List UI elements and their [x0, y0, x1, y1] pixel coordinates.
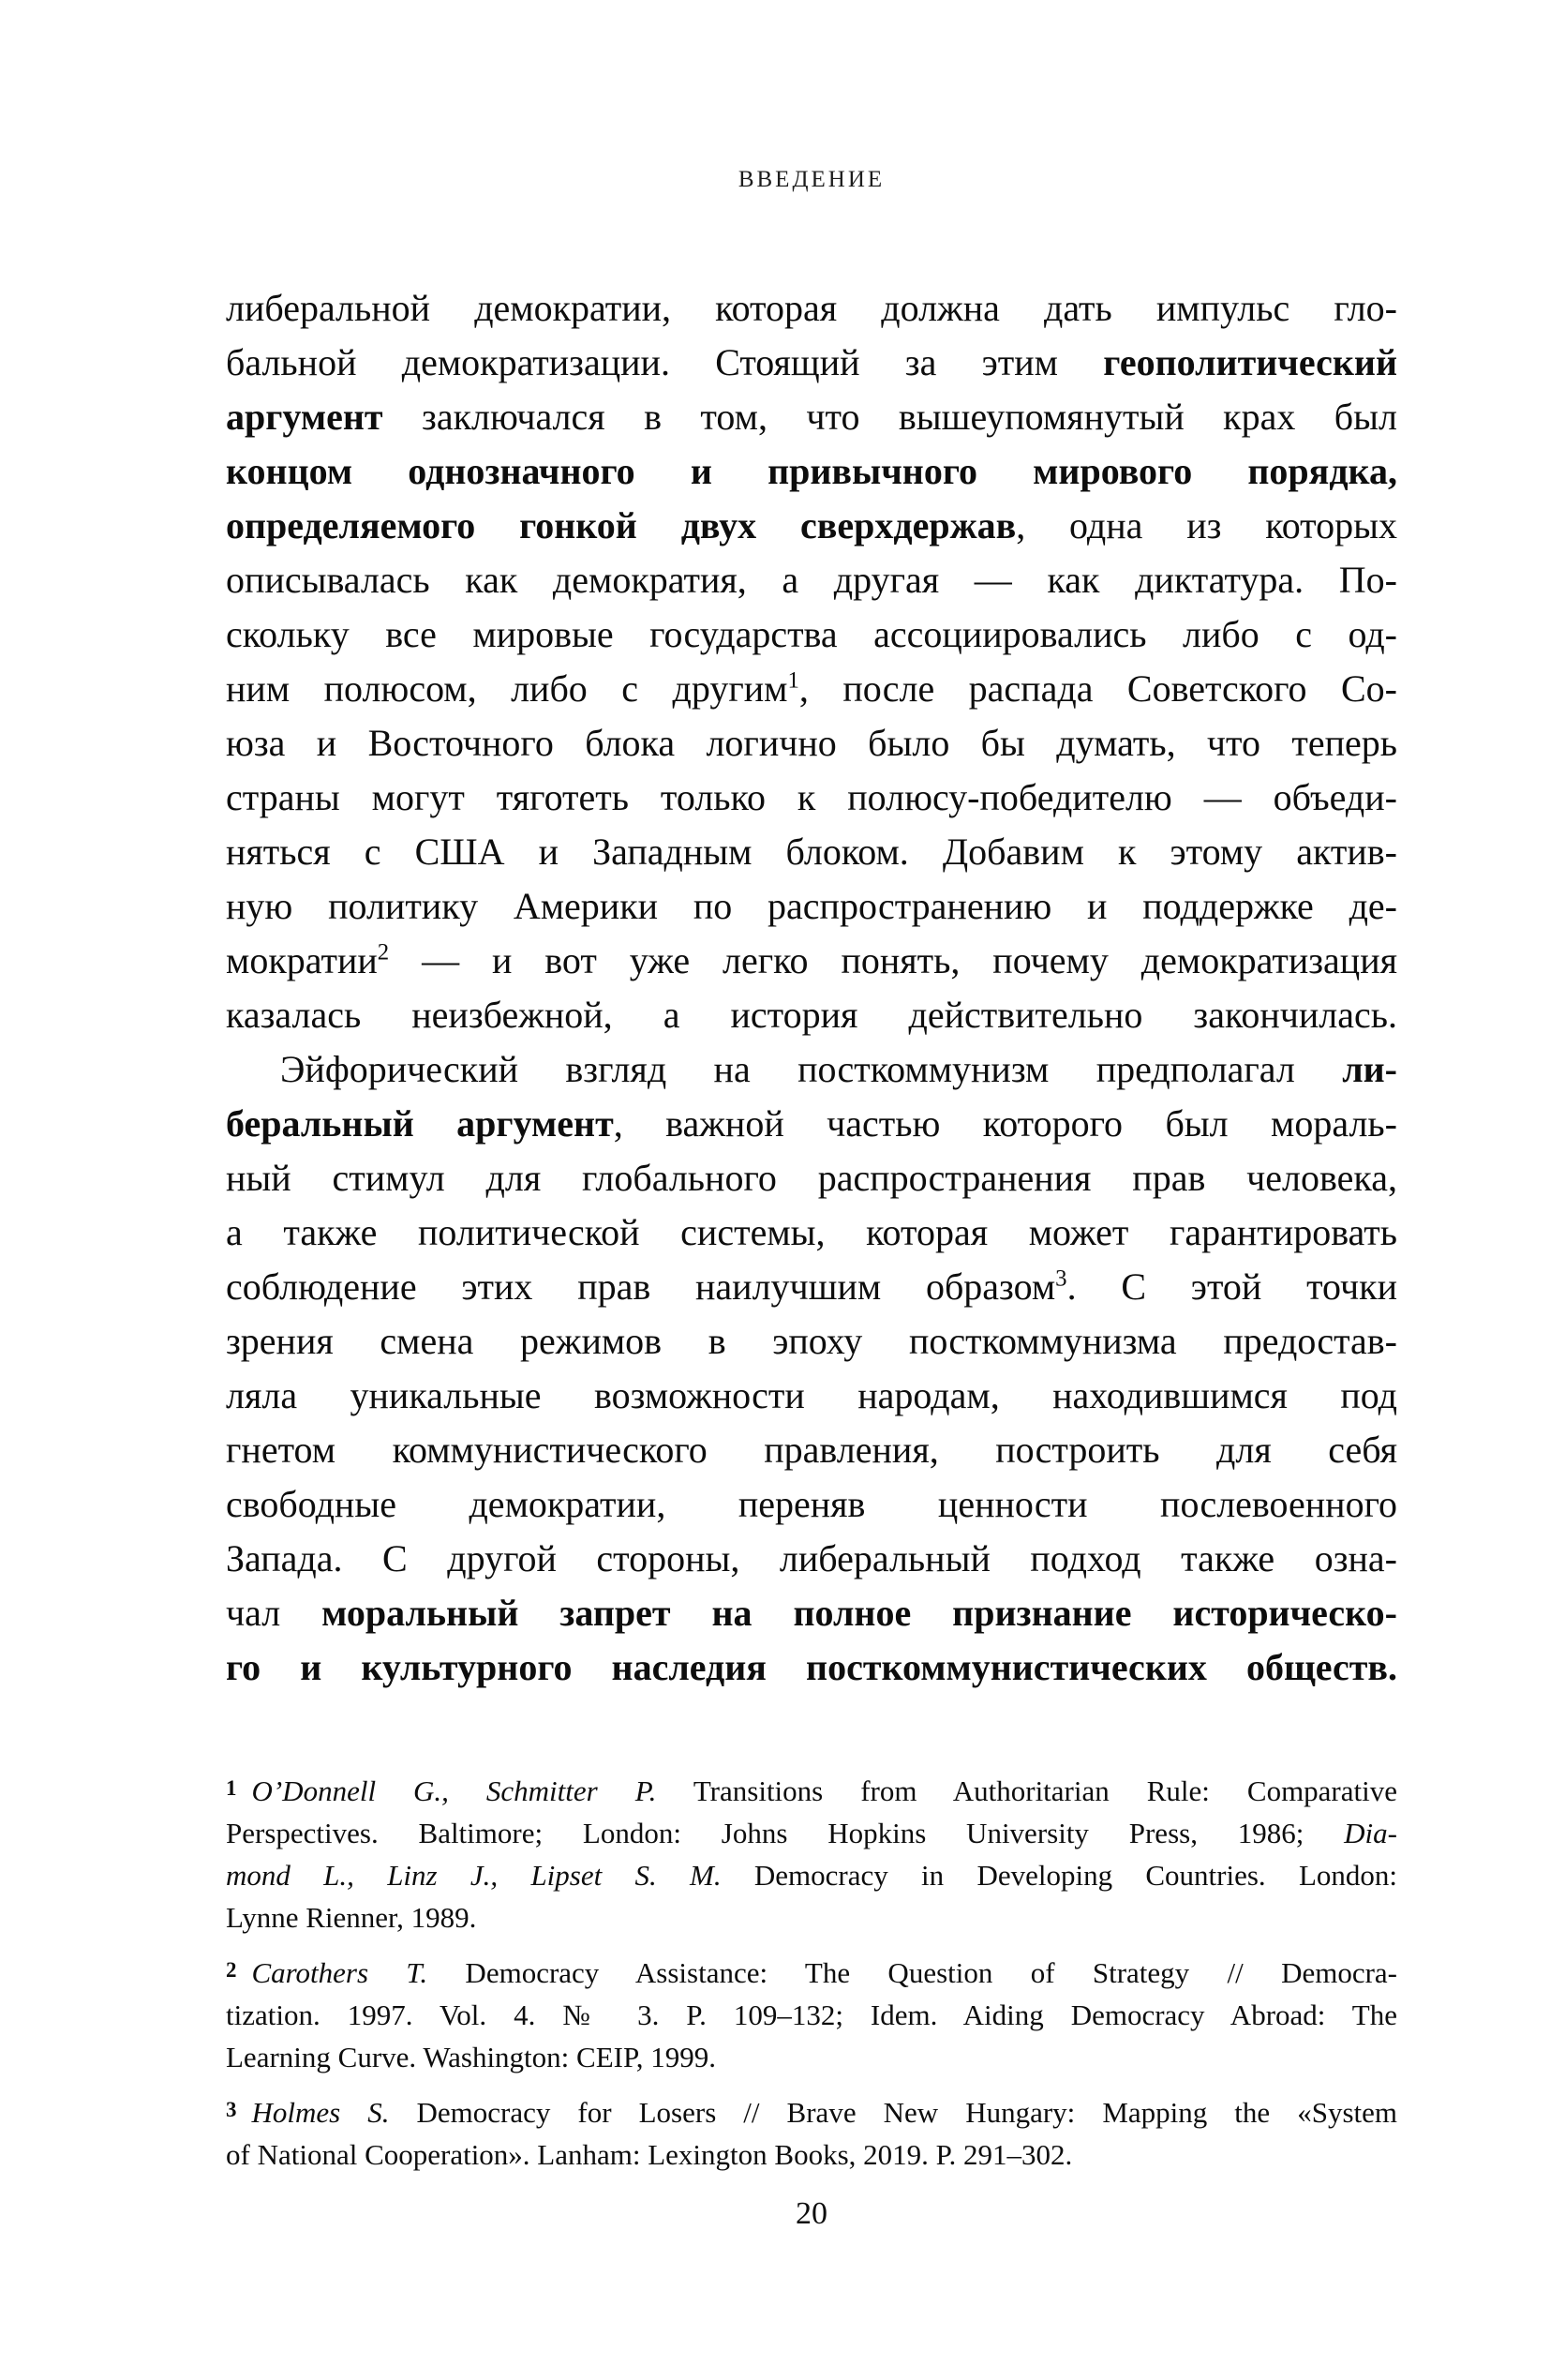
text-line — [226, 1314, 1397, 1369]
text-segment: юза и Восточного блока логично было бы думать, что теперь — [226, 722, 1397, 764]
text-segment: O’Donnell G., Schmitter P. — [251, 1774, 657, 1807]
text-segment: гнетом коммунистического правления, построить для себя — [226, 1429, 1397, 1471]
footnote-reference: 1 — [787, 667, 799, 694]
text-segment: мократии — [226, 939, 378, 981]
text-line — [226, 1640, 1397, 1695]
text-line — [226, 716, 1397, 771]
text-segment: mond L., Linz J., Lipset S. M. — [226, 1859, 722, 1892]
text-segment: либеральной демократии, которая должна дать импульс гло- — [226, 287, 1397, 329]
text-line — [226, 2091, 1397, 2133]
text-segment: свободные демократии, переняв ценности послевоенного — [226, 1483, 1397, 1525]
text-line — [226, 553, 1397, 607]
text-line — [226, 1854, 1397, 1896]
text-line — [226, 1586, 1397, 1640]
text-segment: Holmes S. — [251, 2096, 390, 2129]
text-line — [226, 1260, 1397, 1314]
text-line — [226, 444, 1397, 499]
main-text — [226, 281, 1397, 1695]
text-line — [226, 771, 1397, 825]
text-segment: скольку все мировые государства ассоциировались либо с од- — [226, 613, 1397, 655]
text-segment: Lynne Rienner, 1989. — [226, 1901, 477, 1934]
text-line — [226, 499, 1397, 553]
text-line — [226, 1532, 1397, 1586]
text-segment: беральный аргумент — [226, 1102, 614, 1145]
text-line — [226, 1205, 1397, 1260]
text-line — [226, 336, 1397, 390]
text-segment: аргумент — [226, 396, 383, 438]
page-number: 20 — [796, 2196, 827, 2231]
text-segment: . С этой точки — [1066, 1265, 1397, 1308]
text-segment: Эйфорический взгляд на посткоммунизм предполагал — [280, 1048, 1343, 1090]
text-line — [226, 825, 1397, 879]
text-line — [226, 2036, 1397, 2078]
text-segment: страны могут тяготеть только к полюсу-победителю — объеди- — [226, 776, 1397, 818]
text-segment: ляла уникальные возможности народам, находившимся под — [226, 1374, 1397, 1416]
text-segment: геополитический — [1103, 341, 1397, 383]
text-segment: Dia- — [1344, 1817, 1397, 1849]
text-segment: ную политику Америки по распространению и поддержке де- — [226, 885, 1397, 927]
text-segment: Perspectives. Baltimore; London: Johns Hopkins University Press, 1986; — [226, 1817, 1345, 1849]
text-segment: of National Cooperation». Lanham: Lexington Books, 2019. P. 291–302. — [226, 2138, 1073, 2171]
footnote-2 — [226, 1952, 1397, 2078]
text-segment: описывалась как демократия, а другая — как диктатура. По- — [226, 559, 1397, 601]
footnote-marker: 3 — [226, 2098, 237, 2121]
text-segment: моральный запрет на полное признание историческо- — [321, 1592, 1398, 1634]
footnote-marker: 2 — [226, 1958, 237, 1982]
text-segment: — и вот уже легко понять, почему демократизация — [389, 939, 1397, 981]
text-segment: , одна из которых — [1016, 504, 1397, 546]
text-segment: соблюдение этих прав наилучшим образом — [226, 1265, 1056, 1308]
text-line — [226, 1369, 1397, 1423]
text-line — [226, 281, 1397, 336]
text-line — [226, 2133, 1397, 2176]
text-line — [226, 1097, 1397, 1151]
text-line — [226, 390, 1397, 444]
text-line — [226, 1423, 1397, 1477]
text-segment: ный стимул для глобального распространения прав человека, — [226, 1157, 1397, 1199]
text-segment: Запада. С другой стороны, либеральный подход также озна- — [226, 1537, 1397, 1579]
paragraph-1 — [226, 281, 1397, 1042]
text-segment: зрения смена режимов в эпоху посткоммунизма предостав- — [226, 1320, 1397, 1362]
text-segment: заключался в том, что вышеупомянутый крах был — [382, 396, 1397, 438]
text-segment: Democracy Assistance: The Question of Strategy // Democra- — [427, 1956, 1397, 1989]
text-segment: концом однозначного и привычного мирового порядка, — [226, 450, 1397, 492]
text-line — [226, 1896, 1397, 1938]
text-segment: а также политической системы, которая может гарантировать — [226, 1211, 1397, 1253]
footnote-1 — [226, 1770, 1397, 1938]
footnote-3 — [226, 2091, 1397, 2176]
text-line — [226, 662, 1397, 716]
text-segment: бальной демократизации. Стоящий за этим — [226, 341, 1104, 383]
text-segment: Learning Curve. Washington: CEIP, 1999. — [226, 2041, 717, 2073]
footnote-reference: 2 — [377, 939, 390, 965]
text-segment: Carothers T. — [251, 1956, 428, 1989]
text-segment: ли- — [1342, 1048, 1397, 1090]
footnotes — [226, 1770, 1397, 2176]
text-segment: ним полюсом, либо с другим — [226, 667, 788, 710]
text-segment: tization. 1997. Vol. 4. № 3. P. 109–132; Idem. Aiding Democracy Abroad: The — [226, 1998, 1397, 2031]
text-segment: Democracy in Developing Countries. London: — [721, 1859, 1397, 1892]
text-segment: го и культурного наследия посткоммунистических обществ. — [226, 1646, 1397, 1688]
text-segment: , важной частью которого был мораль- — [613, 1102, 1397, 1145]
text-line — [226, 1477, 1397, 1532]
text-segment: Democracy for Losers // Brave New Hungary: Mapping the «System — [389, 2096, 1397, 2129]
text-segment: Transitions from Authoritarian Rule: Comparative — [656, 1774, 1398, 1807]
footnote-marker: 1 — [226, 1776, 237, 1800]
text-segment: казалась неизбежной, а история действительно закончилась. — [226, 994, 1397, 1036]
text-line — [226, 1151, 1397, 1205]
text-line — [226, 934, 1397, 988]
text-line — [226, 607, 1397, 662]
paragraph-2 — [226, 1042, 1397, 1695]
text-line — [226, 1812, 1397, 1854]
text-line — [226, 1770, 1397, 1812]
text-line — [226, 1952, 1397, 1994]
footnote-reference: 3 — [1055, 1265, 1067, 1292]
text-line — [226, 988, 1397, 1042]
text-segment: няться с США и Западным блоком. Добавим к этому актив- — [226, 831, 1397, 873]
text-segment: определяемого гонкой двух сверхдержав — [226, 504, 1017, 546]
text-segment: чал — [226, 1592, 322, 1634]
text-line — [226, 879, 1397, 934]
text-line — [226, 1994, 1397, 2036]
text-line — [226, 1042, 1397, 1097]
text-segment: , после распада Советского Со- — [798, 667, 1397, 710]
running-head: ВВЕДЕНИЕ — [738, 167, 886, 192]
